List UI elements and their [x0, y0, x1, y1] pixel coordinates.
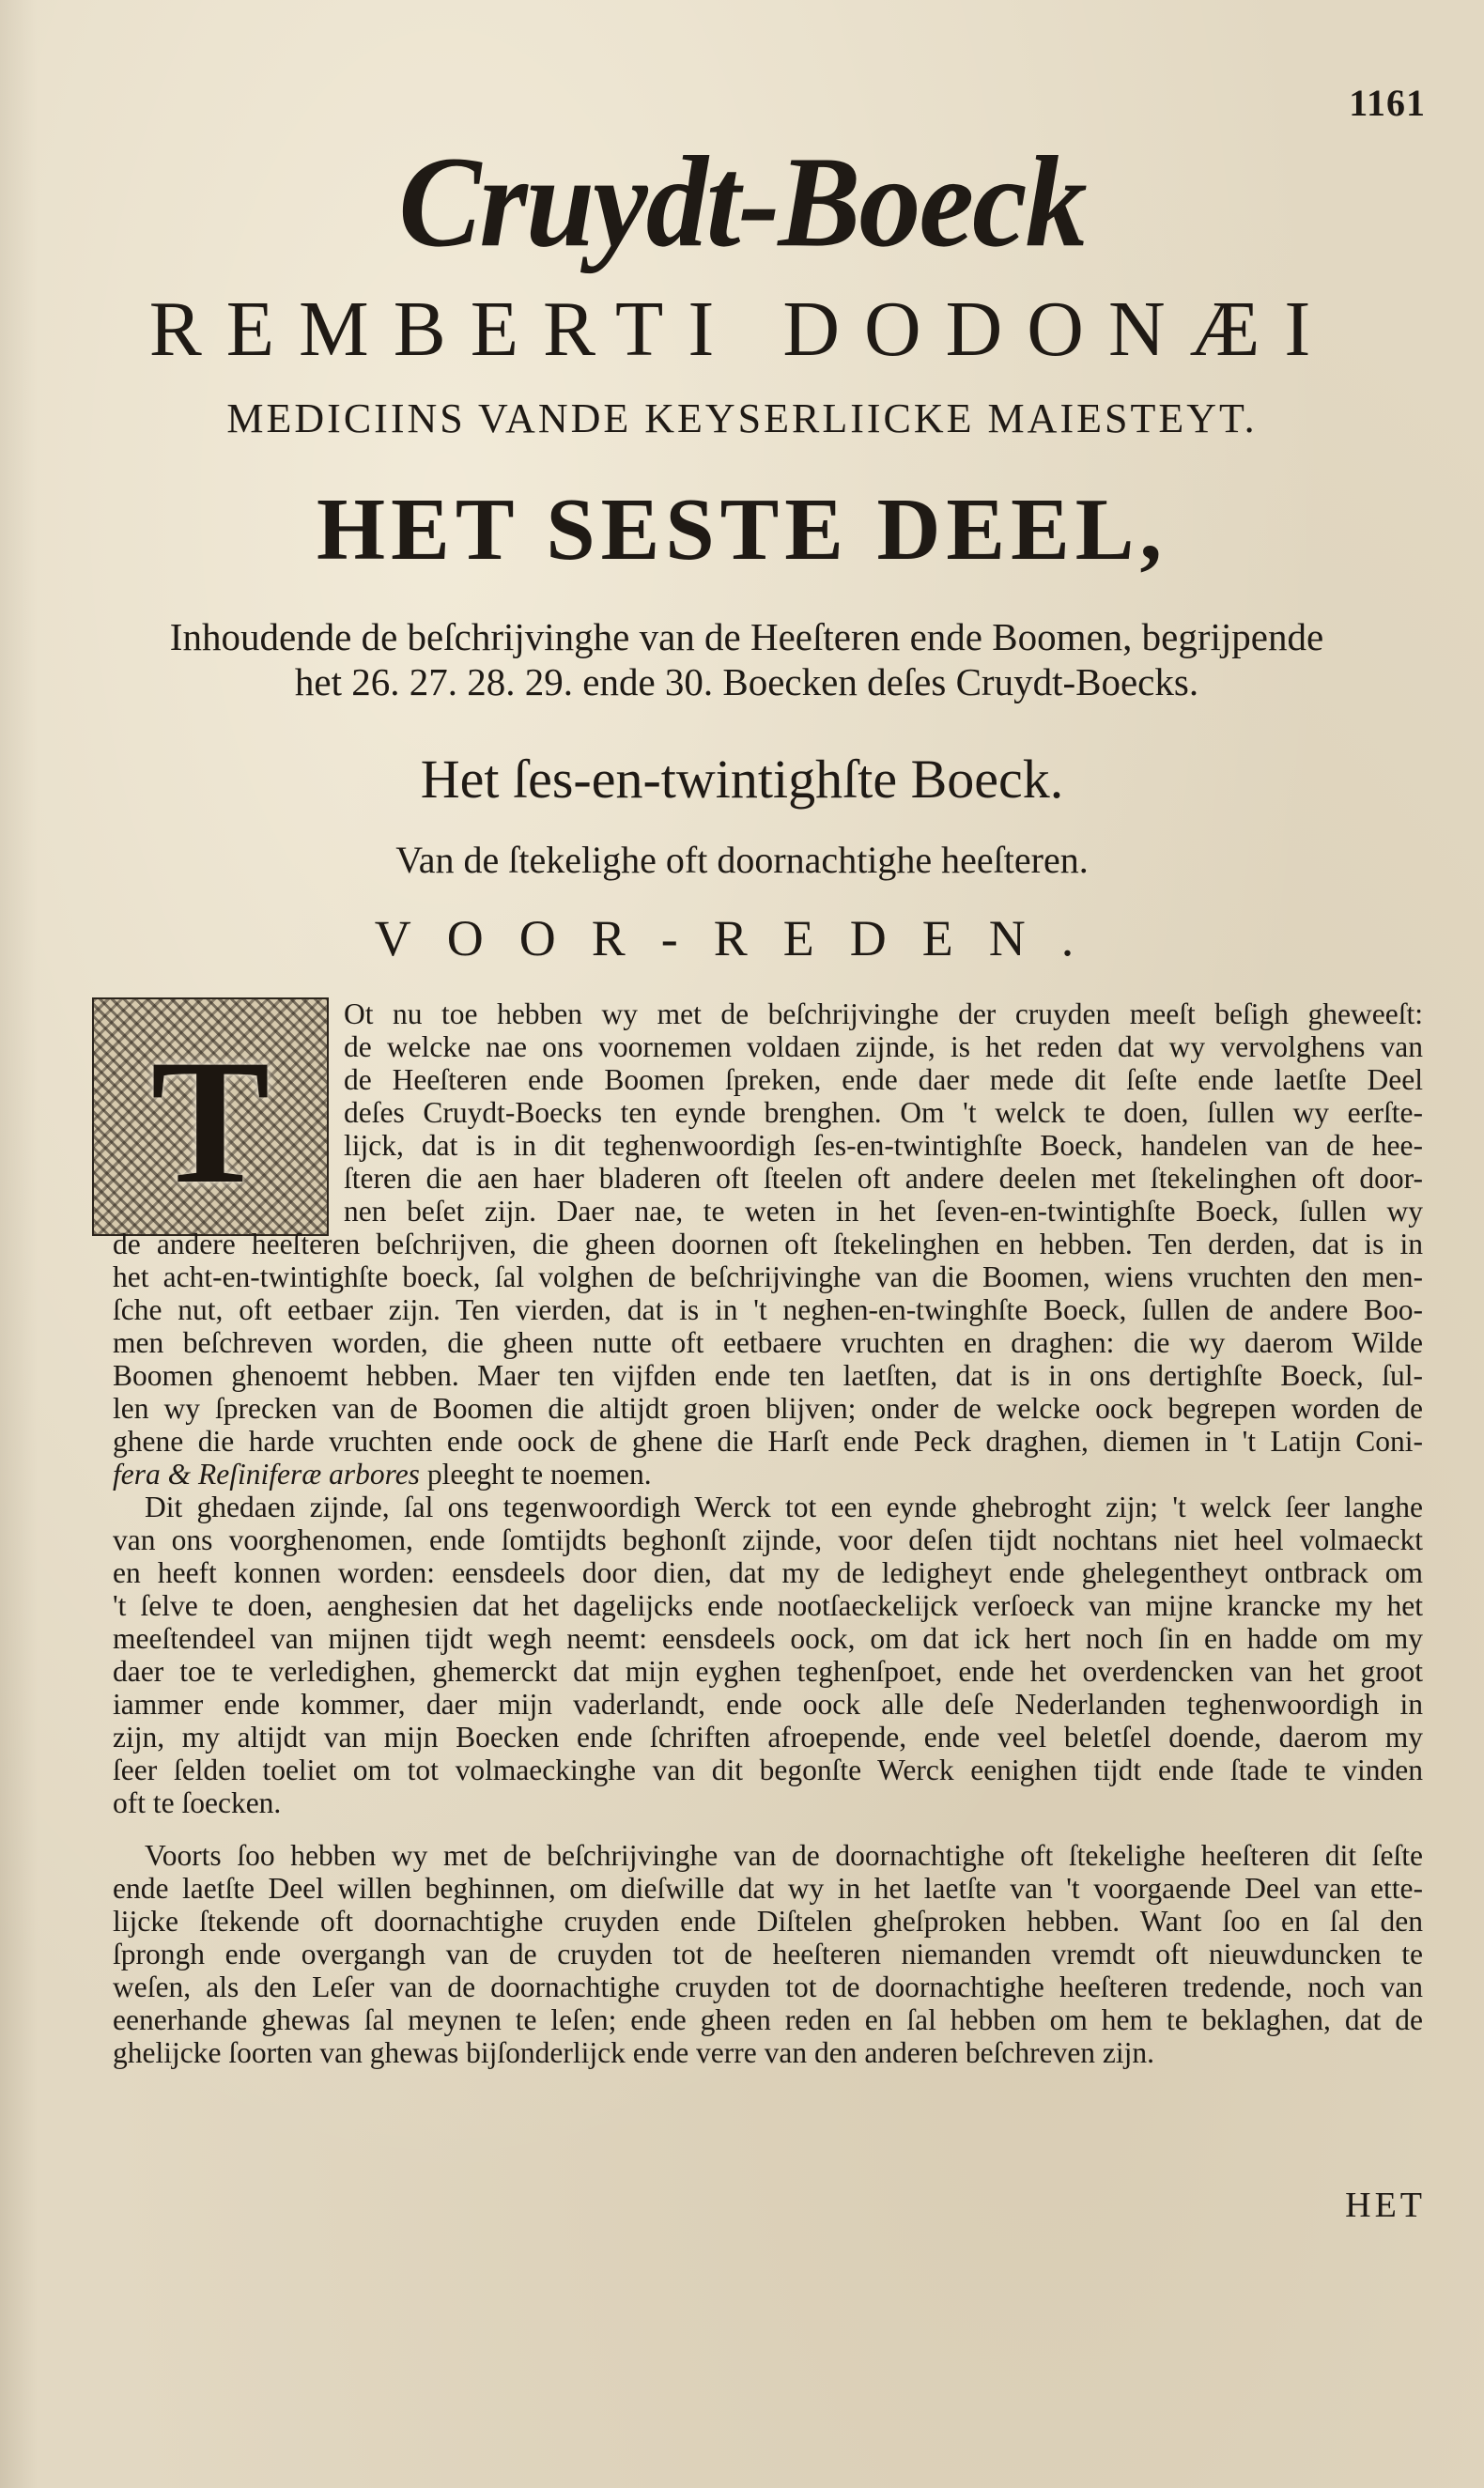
- section-heading: VOOR-REDEN.: [374, 910, 1110, 966]
- text-line: ſeer ſelden toeliet om tot volmaeckinghe van dit begonſte Werck eenighen tijdt ende ſtade te vinden: [113, 1754, 1423, 1786]
- paragraph-3: [113, 1839, 1423, 2069]
- contents-line: het 26. 27. 28. 29. ende 30. Boecken deſes Cruydt-Boecks.: [294, 660, 1199, 703]
- book-title: Het ſes-en-twintighſte Boeck.: [420, 749, 1064, 810]
- text-line: Boomen ghenoemt hebben. Maer ten vijfden ende ten laetſten, dat is in ons dertighſte Boeck, ſul-: [113, 1359, 1423, 1392]
- text-line: lijck, dat is in dit teghenwoordigh ſes-en-twintighſte Boeck, handelen van de hee-: [344, 1129, 1423, 1162]
- text-line: meeſtendeel van mijnen tijdt wegh neemt: eensdeels oock, om dat ick hert noch ſin en hadde om my: [113, 1622, 1423, 1655]
- contents-line: Inhoudende de beſchrijvinghe van de Heeſteren ende Boomen, begrijpende: [169, 615, 1324, 658]
- author-name: REMBERTI DODONÆI: [148, 286, 1336, 373]
- text-line: weſen, als den Leſer van de doornachtighe cruyden tot de doornachtighe heeſteren tredende, noch van: [113, 1970, 1423, 2003]
- text-line: van ons voorghenomen, ende ſomtijdts beghonſt zijnde, voor deſen tijdt nochtans niet heel volmaeckt: [113, 1523, 1423, 1556]
- text-line: ende laetſte Deel willen beghinnen, om dieſwille dat wy in het laetſte van 't voorgaende Deel van ette-: [113, 1872, 1423, 1905]
- text-line: daer toe te verledighen, ghemerckt dat mijn eyghen teghenſpoet, ende het overdencken van het groot: [113, 1655, 1423, 1688]
- text-line: zijn, my altijdt van mijn Boecken ende ſchriften afroepende, ende veel beletſel doende, daerom my: [113, 1721, 1423, 1754]
- text-line: het acht-en-twintighſte boeck, ſal volghen de beſchrijvinghe van die Boomen, wiens vruchten den men-: [113, 1260, 1423, 1293]
- text-line: de welcke nae ons voornemen voldaen zijnde, is het reden dat wy vervolghens van: [344, 1030, 1423, 1063]
- author-subtitle: MEDICIINS VANDE KEYSERLIICKE MAIESTEYT.: [226, 395, 1258, 441]
- text-line: eenerhande ghewas ſal meynen te leſen; ende gheen reden en ſal hebben om hem te beklaghen, dat de: [113, 2003, 1423, 2036]
- text-line: 't ſelve te doen, aenghesien dat het dagelijcks ende nootſaeckelijck verſoeck van mijne krancke my het: [113, 1589, 1423, 1622]
- text-line: de Heeſteren ende Boomen ſpreken, ende daer mede dit ſeſte ende laetſte Deel: [344, 1063, 1423, 1096]
- part-title: HET SESTE DEEL,: [317, 481, 1167, 579]
- text-line: ſteren die aen haer bladeren oft ſteelen oft andere deelen met ſtekelinghen oft door-: [344, 1162, 1423, 1195]
- text-line: men beſchreven worden, die gheen nutte oft eetbaere vruchten en draghen: die wy daerom Wilde: [113, 1326, 1423, 1359]
- paragraph-1: [113, 997, 1423, 1491]
- catchword: HET: [1345, 2186, 1426, 2225]
- book-subtitle: Van de ſtekelighe oft doornachtighe heeſteren.: [395, 839, 1089, 881]
- text-line: oft te ſoecken.: [113, 1786, 282, 1819]
- text-line: Dit ghedaen zijnde, ſal ons tegenwoordigh Werck tot een eynde ghebroght zijn; 't welck ſeer langhe: [145, 1491, 1423, 1523]
- text-line: nen beſet zijn. Daer nae, te weten in het ſeven-en-twintighſte Boeck, ſullen wy: [344, 1195, 1423, 1228]
- text-line: ghelijcke ſoorten van ghewas bijſonderlijck ende verre van den anderen beſchreven zijn.: [113, 2036, 1155, 2069]
- text-line: len wy ſprecken van de Boomen die altijdt groen blijven; onder de welcke oock begrepen worden de: [113, 1392, 1423, 1425]
- text-line: iammer ende kommer, daer mijn vaderlandt, ende oock alle deſe Nederlanden teghenwoordigh in: [113, 1688, 1423, 1721]
- page-number: 1161: [1349, 82, 1426, 124]
- text-line: ſche nut, oft eetbaer zijn. Ten vierden, dat is in 't neghen-en-twinghſte Boeck, ſullen de andere Boo-: [113, 1293, 1423, 1326]
- text-line: [113, 1458, 1423, 1491]
- text-line: ſprongh ende overgangh van de cruyden tot de heeſteren niemanden vremdt oft nieuwduncken te: [113, 1938, 1423, 1970]
- text-line: ghene die harde vruchten ende oock de ghene die Harſt ende Peck draghen, diemen in 't Latijn Coni-: [113, 1425, 1423, 1458]
- latin-term: fera & Reſiniferæ arbores: [113, 1458, 420, 1491]
- book-main-title: Cruydt-Boeck: [398, 129, 1086, 274]
- text-line: Voorts ſoo hebben wy met de beſchrijvinghe van de doornachtighe oft ſtekelighe heeſteren dit ſeſte: [145, 1839, 1423, 1872]
- text-line: en heeft konnen worden: eensdeels door dien, dat my de ledigheyt ende ghelegentheyt ontbrack om: [113, 1556, 1423, 1589]
- paragraph-2: [113, 1491, 1423, 1819]
- text-line: Ot nu toe hebben wy met de beſchrijvinghe der cruyden meeſt beſigh gheweeſt:: [344, 997, 1423, 1030]
- text-line: lijcke ſtekende oft doornachtighe cruyden ende Diſtelen gheſproken hebben. Want ſoo en ſal den: [113, 1905, 1423, 1938]
- text-line: de andere heeſteren beſchrijven, die gheen doornen oft ſtekelinghen en hebben. Ten derden, dat is in: [113, 1228, 1423, 1260]
- text-line: deſes Cruydt-Boecks ten eynde brenghen. Om 't welck te doen, ſullen wy eerſte-: [344, 1096, 1423, 1129]
- text-fragment: pleeght te noemen.: [419, 1458, 652, 1491]
- initial-letter: T: [150, 1024, 271, 1221]
